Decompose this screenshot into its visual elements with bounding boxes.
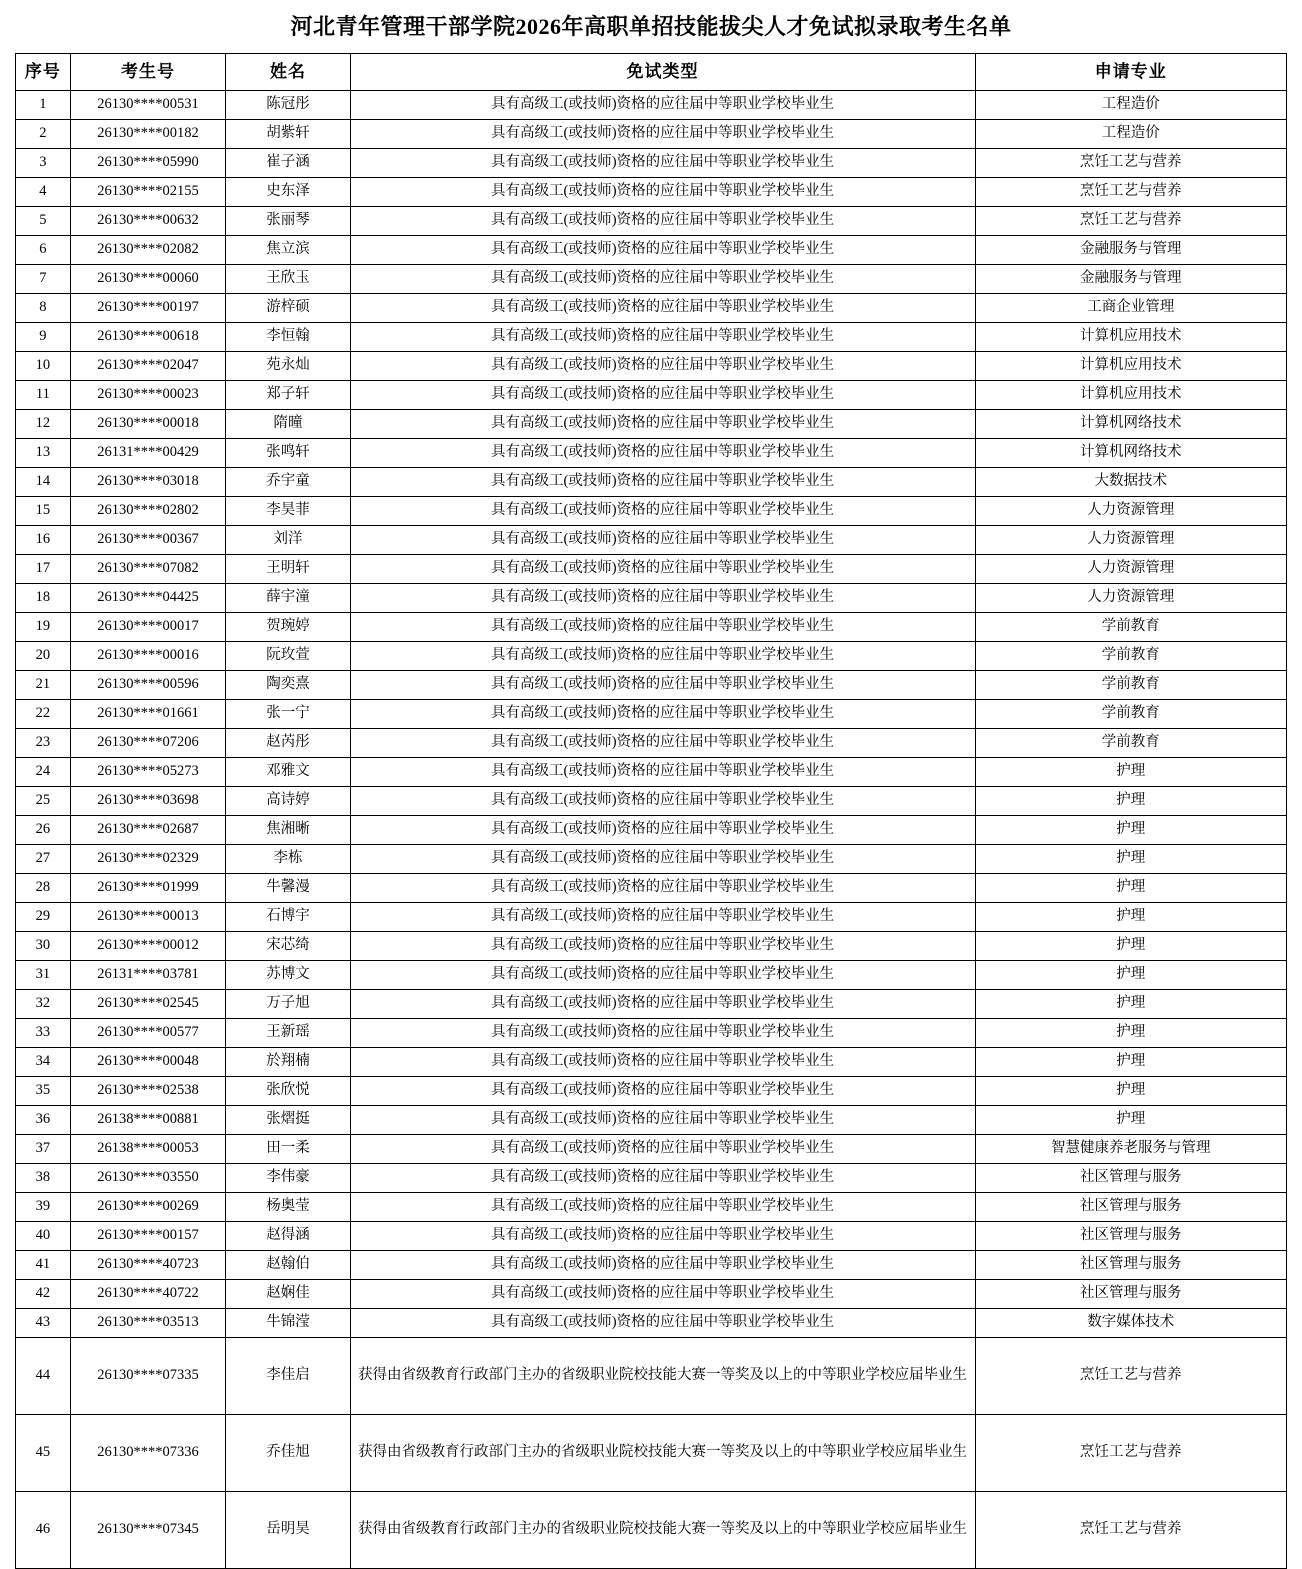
- cell-name: 邓雅文: [226, 758, 350, 787]
- table-row: [16, 120, 1287, 149]
- cell-exam-number: 26130****02545: [70, 990, 226, 1019]
- cell-exam-number: 26130****04425: [70, 584, 226, 613]
- cell-index: 11: [16, 381, 71, 410]
- cell-major: 护理: [975, 932, 1286, 961]
- admission-roster-table: [15, 53, 1287, 1569]
- cell-exempt-type: 具有高级工(或技师)资格的应往届中等职业学校毕业生: [350, 1280, 975, 1309]
- cell-major: 护理: [975, 961, 1286, 990]
- cell-major: 计算机网络技术: [975, 410, 1286, 439]
- table-body: [16, 91, 1287, 1569]
- cell-name: 李伟豪: [226, 1164, 350, 1193]
- cell-major: 智慧健康养老服务与管理: [975, 1135, 1286, 1164]
- cell-exempt-type: 具有高级工(或技师)资格的应往届中等职业学校毕业生: [350, 700, 975, 729]
- table-row: [16, 1222, 1287, 1251]
- cell-name: 焦立滨: [226, 236, 350, 265]
- cell-exempt-type: 具有高级工(或技师)资格的应往届中等职业学校毕业生: [350, 91, 975, 120]
- cell-major: 烹饪工艺与营养: [975, 1338, 1286, 1415]
- table-row: [16, 381, 1287, 410]
- cell-exam-number: 26130****00017: [70, 613, 226, 642]
- cell-index: 4: [16, 178, 71, 207]
- cell-major: 大数据技术: [975, 468, 1286, 497]
- cell-name: 焦湘晰: [226, 816, 350, 845]
- cell-exempt-type: 具有高级工(或技师)资格的应往届中等职业学校毕业生: [350, 1251, 975, 1280]
- cell-name: 胡紫轩: [226, 120, 350, 149]
- cell-name: 赵翰伯: [226, 1251, 350, 1280]
- cell-index: 34: [16, 1048, 71, 1077]
- cell-major: 学前教育: [975, 729, 1286, 758]
- table-row: [16, 845, 1287, 874]
- cell-exam-number: 26130****02082: [70, 236, 226, 265]
- cell-major: 工商企业管理: [975, 294, 1286, 323]
- cell-name: 赵娴佳: [226, 1280, 350, 1309]
- cell-index: 15: [16, 497, 71, 526]
- cell-name: 郑子轩: [226, 381, 350, 410]
- cell-exempt-type: 具有高级工(或技师)资格的应往届中等职业学校毕业生: [350, 903, 975, 932]
- table-row: [16, 236, 1287, 265]
- cell-exempt-type: 具有高级工(或技师)资格的应往届中等职业学校毕业生: [350, 787, 975, 816]
- cell-major: 护理: [975, 1048, 1286, 1077]
- cell-exam-number: 26130****00596: [70, 671, 226, 700]
- cell-exempt-type: 具有高级工(或技师)资格的应往届中等职业学校毕业生: [350, 816, 975, 845]
- cell-major: 社区管理与服务: [975, 1222, 1286, 1251]
- cell-major: 学前教育: [975, 613, 1286, 642]
- cell-major: 烹饪工艺与营养: [975, 207, 1286, 236]
- table-row: [16, 497, 1287, 526]
- cell-name: 李昊菲: [226, 497, 350, 526]
- cell-name: 崔子涵: [226, 149, 350, 178]
- table-row: [16, 1193, 1287, 1222]
- cell-name: 隋曈: [226, 410, 350, 439]
- cell-index: 40: [16, 1222, 71, 1251]
- cell-exempt-type: 具有高级工(或技师)资格的应往届中等职业学校毕业生: [350, 352, 975, 381]
- cell-exempt-type: 具有高级工(或技师)资格的应往届中等职业学校毕业生: [350, 1135, 975, 1164]
- table-row: [16, 555, 1287, 584]
- cell-exam-number: 26130****00618: [70, 323, 226, 352]
- cell-major: 工程造价: [975, 120, 1286, 149]
- cell-index: 45: [16, 1415, 71, 1492]
- cell-exam-number: 26131****03781: [70, 961, 226, 990]
- column-header-exempt-type: 免试类型: [350, 54, 975, 91]
- cell-exempt-type: 具有高级工(或技师)资格的应往届中等职业学校毕业生: [350, 1048, 975, 1077]
- cell-index: 33: [16, 1019, 71, 1048]
- cell-index: 20: [16, 642, 71, 671]
- cell-exam-number: 26130****40722: [70, 1280, 226, 1309]
- cell-exam-number: 26130****00012: [70, 932, 226, 961]
- cell-exam-number: 26130****03513: [70, 1309, 226, 1338]
- cell-index: 42: [16, 1280, 71, 1309]
- cell-exam-number: 26130****00048: [70, 1048, 226, 1077]
- cell-name: 陈冠彤: [226, 91, 350, 120]
- cell-name: 李佳启: [226, 1338, 350, 1415]
- cell-index: 12: [16, 410, 71, 439]
- table-row: [16, 439, 1287, 468]
- cell-major: 学前教育: [975, 642, 1286, 671]
- table-row: [16, 265, 1287, 294]
- table-row: [16, 294, 1287, 323]
- cell-name: 游梓硕: [226, 294, 350, 323]
- table-row: [16, 526, 1287, 555]
- cell-exam-number: 26130****05990: [70, 149, 226, 178]
- cell-index: 31: [16, 961, 71, 990]
- cell-name: 赵芮彤: [226, 729, 350, 758]
- cell-major: 社区管理与服务: [975, 1280, 1286, 1309]
- cell-exam-number: 26131****00429: [70, 439, 226, 468]
- table-row: [16, 1415, 1287, 1492]
- table-row: [16, 816, 1287, 845]
- cell-name: 田一柔: [226, 1135, 350, 1164]
- cell-index: 7: [16, 265, 71, 294]
- cell-exam-number: 26130****07335: [70, 1338, 226, 1415]
- cell-exam-number: 26130****02329: [70, 845, 226, 874]
- cell-index: 8: [16, 294, 71, 323]
- cell-major: 社区管理与服务: [975, 1193, 1286, 1222]
- cell-index: 3: [16, 149, 71, 178]
- table-row: [16, 1280, 1287, 1309]
- cell-exam-number: 26130****00060: [70, 265, 226, 294]
- table-row: [16, 1338, 1287, 1415]
- cell-exempt-type: 具有高级工(或技师)资格的应往届中等职业学校毕业生: [350, 526, 975, 555]
- table-row: [16, 1492, 1287, 1569]
- cell-exam-number: 26130****00577: [70, 1019, 226, 1048]
- cell-exempt-type: 具有高级工(或技师)资格的应往届中等职业学校毕业生: [350, 1193, 975, 1222]
- table-row: [16, 352, 1287, 381]
- cell-index: 41: [16, 1251, 71, 1280]
- table-row: [16, 1135, 1287, 1164]
- table-row: [16, 613, 1287, 642]
- cell-name: 薛宇潼: [226, 584, 350, 613]
- cell-index: 39: [16, 1193, 71, 1222]
- cell-name: 阮玫萱: [226, 642, 350, 671]
- cell-major: 金融服务与管理: [975, 265, 1286, 294]
- table-row: [16, 1164, 1287, 1193]
- column-header-name: 姓名: [226, 54, 350, 91]
- cell-exempt-type: 具有高级工(或技师)资格的应往届中等职业学校毕业生: [350, 236, 975, 265]
- cell-exempt-type: 获得由省级教育行政部门主办的省级职业院校技能大赛一等奖及以上的中等职业学校应届毕业生: [350, 1338, 975, 1415]
- column-header-major: 申请专业: [975, 54, 1286, 91]
- cell-major: 护理: [975, 1019, 1286, 1048]
- cell-major: 烹饪工艺与营养: [975, 1492, 1286, 1569]
- cell-name: 牛馨漫: [226, 874, 350, 903]
- cell-major: 学前教育: [975, 671, 1286, 700]
- page-title: 河北青年管理干部学院2026年高职单招技能拔尖人才免试拟录取考生名单: [290, 14, 1012, 39]
- cell-major: 护理: [975, 903, 1286, 932]
- table-row: [16, 642, 1287, 671]
- cell-index: 44: [16, 1338, 71, 1415]
- table-row: [16, 729, 1287, 758]
- cell-major: 护理: [975, 758, 1286, 787]
- cell-name: 张鸣轩: [226, 439, 350, 468]
- cell-name: 张熠挺: [226, 1106, 350, 1135]
- cell-exempt-type: 具有高级工(或技师)资格的应往届中等职业学校毕业生: [350, 555, 975, 584]
- cell-exempt-type: 具有高级工(或技师)资格的应往届中等职业学校毕业生: [350, 207, 975, 236]
- cell-major: 社区管理与服务: [975, 1251, 1286, 1280]
- table-row: [16, 990, 1287, 1019]
- cell-major: 人力资源管理: [975, 497, 1286, 526]
- cell-index: 43: [16, 1309, 71, 1338]
- cell-index: 24: [16, 758, 71, 787]
- table-row: [16, 207, 1287, 236]
- cell-exam-number: 26130****03550: [70, 1164, 226, 1193]
- cell-exempt-type: 具有高级工(或技师)资格的应往届中等职业学校毕业生: [350, 1019, 975, 1048]
- table-row: [16, 1309, 1287, 1338]
- cell-exam-number: 26130****02538: [70, 1077, 226, 1106]
- cell-index: 18: [16, 584, 71, 613]
- table-row: [16, 410, 1287, 439]
- cell-major: 护理: [975, 1106, 1286, 1135]
- cell-name: 史东泽: [226, 178, 350, 207]
- cell-index: 27: [16, 845, 71, 874]
- cell-exempt-type: 具有高级工(或技师)资格的应往届中等职业学校毕业生: [350, 990, 975, 1019]
- cell-major: 工程造价: [975, 91, 1286, 120]
- cell-index: 37: [16, 1135, 71, 1164]
- cell-major: 护理: [975, 787, 1286, 816]
- table-row: [16, 323, 1287, 352]
- cell-index: 1: [16, 91, 71, 120]
- cell-exam-number: 26130****03018: [70, 468, 226, 497]
- cell-exempt-type: 具有高级工(或技师)资格的应往届中等职业学校毕业生: [350, 1164, 975, 1193]
- cell-exam-number: 26138****00881: [70, 1106, 226, 1135]
- cell-index: 22: [16, 700, 71, 729]
- cell-exempt-type: 具有高级工(或技师)资格的应往届中等职业学校毕业生: [350, 120, 975, 149]
- cell-index: 30: [16, 932, 71, 961]
- cell-name: 赵得涵: [226, 1222, 350, 1251]
- cell-exempt-type: 获得由省级教育行政部门主办的省级职业院校技能大赛一等奖及以上的中等职业学校应届毕业生: [350, 1492, 975, 1569]
- cell-index: 38: [16, 1164, 71, 1193]
- cell-name: 苑永灿: [226, 352, 350, 381]
- table-row: [16, 584, 1287, 613]
- cell-exempt-type: 具有高级工(或技师)资格的应往届中等职业学校毕业生: [350, 613, 975, 642]
- cell-exam-number: 26130****07206: [70, 729, 226, 758]
- cell-name: 杨奥莹: [226, 1193, 350, 1222]
- cell-exempt-type: 具有高级工(或技师)资格的应往届中等职业学校毕业生: [350, 1106, 975, 1135]
- cell-index: 29: [16, 903, 71, 932]
- cell-index: 23: [16, 729, 71, 758]
- table-row: [16, 700, 1287, 729]
- cell-index: 17: [16, 555, 71, 584]
- cell-major: 计算机应用技术: [975, 323, 1286, 352]
- cell-name: 贺琬婷: [226, 613, 350, 642]
- cell-name: 张欣悦: [226, 1077, 350, 1106]
- cell-exam-number: 26138****00053: [70, 1135, 226, 1164]
- table-row: [16, 149, 1287, 178]
- cell-exempt-type: 具有高级工(或技师)资格的应往届中等职业学校毕业生: [350, 294, 975, 323]
- cell-name: 王明轩: [226, 555, 350, 584]
- cell-name: 於翔楠: [226, 1048, 350, 1077]
- cell-exam-number: 26130****02802: [70, 497, 226, 526]
- cell-exempt-type: 具有高级工(或技师)资格的应往届中等职业学校毕业生: [350, 961, 975, 990]
- table-row: [16, 1048, 1287, 1077]
- cell-exam-number: 26130****40723: [70, 1251, 226, 1280]
- cell-name: 岳明昊: [226, 1492, 350, 1569]
- cell-name: 李栋: [226, 845, 350, 874]
- table-row: [16, 671, 1287, 700]
- cell-major: 计算机网络技术: [975, 439, 1286, 468]
- cell-index: 5: [16, 207, 71, 236]
- cell-exam-number: 26130****00197: [70, 294, 226, 323]
- cell-exempt-type: 获得由省级教育行政部门主办的省级职业院校技能大赛一等奖及以上的中等职业学校应届毕业生: [350, 1415, 975, 1492]
- cell-exempt-type: 具有高级工(或技师)资格的应往届中等职业学校毕业生: [350, 584, 975, 613]
- cell-index: 46: [16, 1492, 71, 1569]
- table-row: [16, 468, 1287, 497]
- column-header-index: 序号: [16, 54, 71, 91]
- table-row: [16, 787, 1287, 816]
- cell-name: 张一宁: [226, 700, 350, 729]
- cell-exam-number: 26130****05273: [70, 758, 226, 787]
- cell-exam-number: 26130****00269: [70, 1193, 226, 1222]
- cell-name: 张丽琴: [226, 207, 350, 236]
- cell-exempt-type: 具有高级工(或技师)资格的应往届中等职业学校毕业生: [350, 265, 975, 294]
- cell-name: 牛锦滢: [226, 1309, 350, 1338]
- cell-name: 万子旭: [226, 990, 350, 1019]
- cell-exam-number: 26130****07345: [70, 1492, 226, 1569]
- table-row: [16, 1251, 1287, 1280]
- cell-exempt-type: 具有高级工(或技师)资格的应往届中等职业学校毕业生: [350, 468, 975, 497]
- table-row: [16, 874, 1287, 903]
- cell-exempt-type: 具有高级工(或技师)资格的应往届中等职业学校毕业生: [350, 729, 975, 758]
- cell-major: 护理: [975, 816, 1286, 845]
- cell-exempt-type: 具有高级工(或技师)资格的应往届中等职业学校毕业生: [350, 381, 975, 410]
- cell-index: 25: [16, 787, 71, 816]
- cell-exam-number: 26130****00157: [70, 1222, 226, 1251]
- cell-exempt-type: 具有高级工(或技师)资格的应往届中等职业学校毕业生: [350, 671, 975, 700]
- cell-name: 宋芯绮: [226, 932, 350, 961]
- cell-index: 13: [16, 439, 71, 468]
- table-row: [16, 178, 1287, 207]
- cell-index: 16: [16, 526, 71, 555]
- cell-major: 护理: [975, 990, 1286, 1019]
- cell-exempt-type: 具有高级工(或技师)资格的应往届中等职业学校毕业生: [350, 178, 975, 207]
- table-row: [16, 758, 1287, 787]
- table-row: [16, 903, 1287, 932]
- cell-index: 6: [16, 236, 71, 265]
- cell-name: 刘洋: [226, 526, 350, 555]
- cell-index: 19: [16, 613, 71, 642]
- cell-exam-number: 26130****00632: [70, 207, 226, 236]
- cell-major: 烹饪工艺与营养: [975, 178, 1286, 207]
- cell-exempt-type: 具有高级工(或技师)资格的应往届中等职业学校毕业生: [350, 149, 975, 178]
- cell-name: 王欣玉: [226, 265, 350, 294]
- cell-major: 人力资源管理: [975, 555, 1286, 584]
- cell-index: 28: [16, 874, 71, 903]
- cell-index: 14: [16, 468, 71, 497]
- cell-exempt-type: 具有高级工(或技师)资格的应往届中等职业学校毕业生: [350, 932, 975, 961]
- table-row: [16, 932, 1287, 961]
- cell-name: 乔佳旭: [226, 1415, 350, 1492]
- cell-major: 人力资源管理: [975, 526, 1286, 555]
- cell-major: 烹饪工艺与营养: [975, 149, 1286, 178]
- cell-exempt-type: 具有高级工(或技师)资格的应往届中等职业学校毕业生: [350, 758, 975, 787]
- cell-name: 李恒翰: [226, 323, 350, 352]
- cell-index: 9: [16, 323, 71, 352]
- cell-exam-number: 26130****03698: [70, 787, 226, 816]
- cell-exempt-type: 具有高级工(或技师)资格的应往届中等职业学校毕业生: [350, 1222, 975, 1251]
- cell-exam-number: 26130****07082: [70, 555, 226, 584]
- cell-major: 护理: [975, 845, 1286, 874]
- cell-major: 社区管理与服务: [975, 1164, 1286, 1193]
- cell-exempt-type: 具有高级工(或技师)资格的应往届中等职业学校毕业生: [350, 497, 975, 526]
- cell-major: 烹饪工艺与营养: [975, 1415, 1286, 1492]
- cell-exempt-type: 具有高级工(或技师)资格的应往届中等职业学校毕业生: [350, 1309, 975, 1338]
- table-row: [16, 91, 1287, 120]
- cell-exam-number: 26130****00018: [70, 410, 226, 439]
- cell-index: 35: [16, 1077, 71, 1106]
- cell-major: 护理: [975, 874, 1286, 903]
- cell-major: 计算机应用技术: [975, 381, 1286, 410]
- cell-exempt-type: 具有高级工(或技师)资格的应往届中等职业学校毕业生: [350, 845, 975, 874]
- cell-exempt-type: 具有高级工(或技师)资格的应往届中等职业学校毕业生: [350, 410, 975, 439]
- table-row: [16, 961, 1287, 990]
- cell-exam-number: 26130****01999: [70, 874, 226, 903]
- cell-index: 36: [16, 1106, 71, 1135]
- cell-name: 陶奕熹: [226, 671, 350, 700]
- table-header: [16, 54, 1287, 91]
- cell-name: 乔宇童: [226, 468, 350, 497]
- cell-name: 高诗婷: [226, 787, 350, 816]
- cell-exam-number: 26130****02155: [70, 178, 226, 207]
- cell-exam-number: 26130****07336: [70, 1415, 226, 1492]
- table-row: [16, 1106, 1287, 1135]
- table-header-row: [16, 54, 1287, 91]
- cell-exam-number: 26130****00367: [70, 526, 226, 555]
- cell-index: 2: [16, 120, 71, 149]
- cell-index: 32: [16, 990, 71, 1019]
- cell-exam-number: 26130****00182: [70, 120, 226, 149]
- cell-index: 26: [16, 816, 71, 845]
- cell-major: 护理: [975, 1077, 1286, 1106]
- cell-exam-number: 26130****02047: [70, 352, 226, 381]
- cell-exam-number: 26130****00013: [70, 903, 226, 932]
- cell-exempt-type: 具有高级工(或技师)资格的应往届中等职业学校毕业生: [350, 323, 975, 352]
- cell-exempt-type: 具有高级工(或技师)资格的应往届中等职业学校毕业生: [350, 1077, 975, 1106]
- cell-exam-number: 26130****01661: [70, 700, 226, 729]
- cell-name: 苏博文: [226, 961, 350, 990]
- column-header-exam-number: 考生号: [70, 54, 226, 91]
- cell-exempt-type: 具有高级工(或技师)资格的应往届中等职业学校毕业生: [350, 439, 975, 468]
- cell-index: 10: [16, 352, 71, 381]
- table-row: [16, 1077, 1287, 1106]
- cell-exempt-type: 具有高级工(或技师)资格的应往届中等职业学校毕业生: [350, 642, 975, 671]
- cell-major: 学前教育: [975, 700, 1286, 729]
- cell-exam-number: 26130****00023: [70, 381, 226, 410]
- cell-name: 王新瑶: [226, 1019, 350, 1048]
- cell-exempt-type: 具有高级工(或技师)资格的应往届中等职业学校毕业生: [350, 874, 975, 903]
- cell-exam-number: 26130****02687: [70, 816, 226, 845]
- cell-major: 数字媒体技术: [975, 1309, 1286, 1338]
- cell-index: 21: [16, 671, 71, 700]
- cell-exam-number: 26130****00016: [70, 642, 226, 671]
- cell-name: 石博宇: [226, 903, 350, 932]
- cell-exam-number: 26130****00531: [70, 91, 226, 120]
- cell-major: 人力资源管理: [975, 584, 1286, 613]
- cell-major: 计算机应用技术: [975, 352, 1286, 381]
- cell-major: 金融服务与管理: [975, 236, 1286, 265]
- table-row: [16, 1019, 1287, 1048]
